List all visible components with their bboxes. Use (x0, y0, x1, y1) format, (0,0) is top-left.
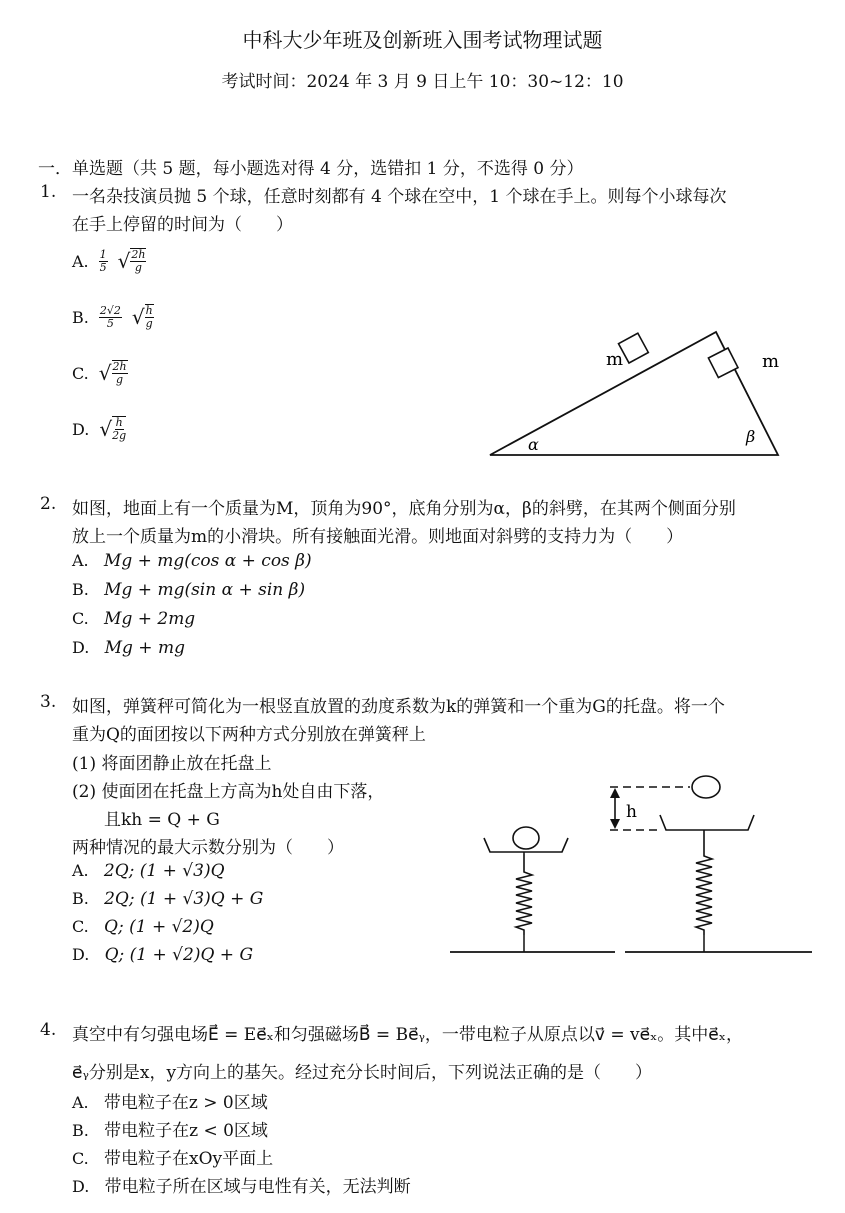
q2-number: 2. (40, 494, 57, 514)
option-letter: C. (72, 609, 89, 628)
right-dough (692, 776, 720, 798)
q2-stem-line2: 放上一个质量为m的小滑块。所有接触面光滑。则地面对斜劈的支持力为（ ） (72, 527, 684, 547)
option-letter: D. (72, 638, 90, 657)
q3-option-c (72, 917, 214, 937)
option-text: 带电粒子所在区域与电性有关，无法判断 (104, 1177, 411, 1197)
left-dough (513, 827, 539, 849)
q2-option-b (72, 580, 305, 600)
option-text: 2Q; (1 + √3)Q + G (104, 889, 264, 909)
q2-option-d (72, 638, 185, 658)
q2-option-a (72, 551, 312, 571)
option-text: Q; (1 + √2)Q + G (104, 945, 254, 965)
wedge-figure (480, 320, 800, 470)
denominator: g (145, 317, 153, 330)
page-title: 中科大少年班及创新班入围考试物理试题 (242, 28, 603, 52)
right-spring (696, 830, 712, 935)
denominator: 2g (112, 429, 127, 442)
numerator: 2h (112, 360, 127, 373)
right-block (708, 348, 738, 378)
coefficient (99, 249, 108, 274)
option-text: Mg + mg(cos α + cos β) (103, 551, 312, 571)
option-text: Mg + mg(sin α + sin β) (104, 580, 306, 600)
option-letter: A. (72, 251, 89, 271)
option-text: Mg + 2mg (104, 609, 196, 629)
option-letter: A. (72, 551, 89, 570)
coefficient (99, 305, 122, 330)
q3-case1: (1) 将面团静止放在托盘上 (72, 754, 272, 774)
option-letter: B. (72, 1121, 89, 1140)
option-text: 带电粒子在z < 0区域 (104, 1121, 268, 1141)
option-letter: D. (72, 419, 90, 439)
option-letter: C. (72, 363, 89, 383)
q4-option-c (72, 1144, 273, 1169)
denominator: g (116, 373, 124, 386)
q1-number: 1. (40, 182, 57, 202)
denominator: g (134, 261, 142, 274)
mass-label-right: m (762, 351, 780, 372)
q3-ask: 两种情况的最大示数分别为（ ） (72, 838, 344, 858)
sqrt-expression: √ $\frac{2h}{g}$ (98, 360, 127, 386)
q1-option-b (72, 304, 154, 330)
option-letter: B. (72, 307, 89, 327)
q2-stem-line1: 如图，地面上有一个质量为M，顶角为90°，底角分别为α，β的斜劈，在其两个侧面分别 (72, 499, 736, 519)
right-scale (610, 776, 812, 952)
height-label: h (626, 802, 637, 822)
option-text: 带电粒子在xOy平面上 (104, 1149, 274, 1169)
option-text: 带电粒子在z > 0区域 (103, 1093, 268, 1113)
right-tray (660, 815, 754, 830)
option-letter: C. (72, 917, 89, 936)
sqrt-expression: √ $\frac{2h}{g}$ (117, 248, 146, 274)
section-heading: 一．单选题（共 5 题，每小题选对得 4 分，选错扣 1 分，不选得 0 分） (38, 159, 584, 179)
q1-option-d (72, 416, 126, 442)
numerator: h (115, 416, 123, 429)
q3-stem-line2: 重为Q的面团按以下两种方式分别放在弹簧秤上 (72, 725, 426, 745)
option-letter: A. (72, 1093, 89, 1112)
option-letter: B. (72, 889, 89, 908)
numerator: 2√2 (99, 303, 121, 317)
sqrt-expression: √ $\frac{h}{2g}$ (99, 416, 127, 442)
q4-stem-line2: e⃗ᵧ分别是x，y方向上的基矢。经过充分长时间后，下列说法正确的是（ ） (72, 1063, 653, 1083)
option-letter: A. (72, 861, 89, 880)
spring-scale-figure (440, 770, 820, 960)
option-letter: B. (72, 580, 89, 599)
option-text: Mg + mg (104, 638, 185, 658)
q3-case2-condition: 且kh = Q + G (104, 810, 220, 830)
numerator: 2h (131, 248, 146, 261)
q3-option-b (72, 889, 263, 909)
option-letter: D. (72, 1177, 90, 1196)
q2-option-c (72, 609, 195, 629)
option-letter: C. (72, 1149, 89, 1168)
q3-option-d (72, 945, 253, 965)
q3-case2: (2) 使面团在托盘上方高为h处自由下落， (72, 782, 385, 802)
q4-option-d (72, 1172, 411, 1197)
left-spring (516, 854, 532, 935)
q1-option-c (72, 360, 128, 386)
left-scale (450, 827, 615, 952)
angle-alpha: α (528, 435, 539, 454)
q1-option-a (72, 248, 146, 274)
denominator: 5 (99, 260, 107, 274)
q4-option-b (72, 1116, 268, 1141)
q3-number: 3. (40, 692, 57, 712)
numerator: h (145, 304, 153, 317)
q3-stem-line1: 如图，弹簧秤可简化为一根竖直放置的劲度系数为k的弹簧和一个重为G的托盘。将一个 (72, 697, 725, 717)
numerator: 1 (99, 247, 107, 261)
q4-number: 4. (40, 1020, 57, 1040)
q3-option-a (72, 861, 225, 881)
sqrt-expression: √ $\frac{h}{g}$ (131, 304, 153, 330)
q1-stem-line1: 一名杂技演员抛 5 个球，任意时刻都有 4 个球在空中，1 个球在手上。则每个小球每次 (72, 187, 727, 207)
exam-time: 考试时间：2024 年 3 月 9 日上午 10：30~12：10 (221, 72, 624, 92)
q4-stem-line1: 真空中有匀强电场E⃗ = Ee⃗ₓ和匀强磁场B⃗ = Be⃗ᵧ，一带电粒子从原点以v⃗ = ve⃗ₓ。其中e⃗ₓ， (72, 1025, 743, 1045)
mass-label-left: m (606, 349, 624, 370)
denominator: 5 (106, 316, 114, 330)
option-letter: D. (72, 945, 90, 964)
angle-beta: β (746, 427, 756, 446)
option-text: Q; (1 + √2)Q (104, 917, 214, 937)
q1-stem-line2: 在手上停留的时间为（ ） (72, 215, 293, 235)
option-text: 2Q; (1 + √3)Q (103, 861, 225, 881)
q4-option-a (72, 1088, 268, 1113)
